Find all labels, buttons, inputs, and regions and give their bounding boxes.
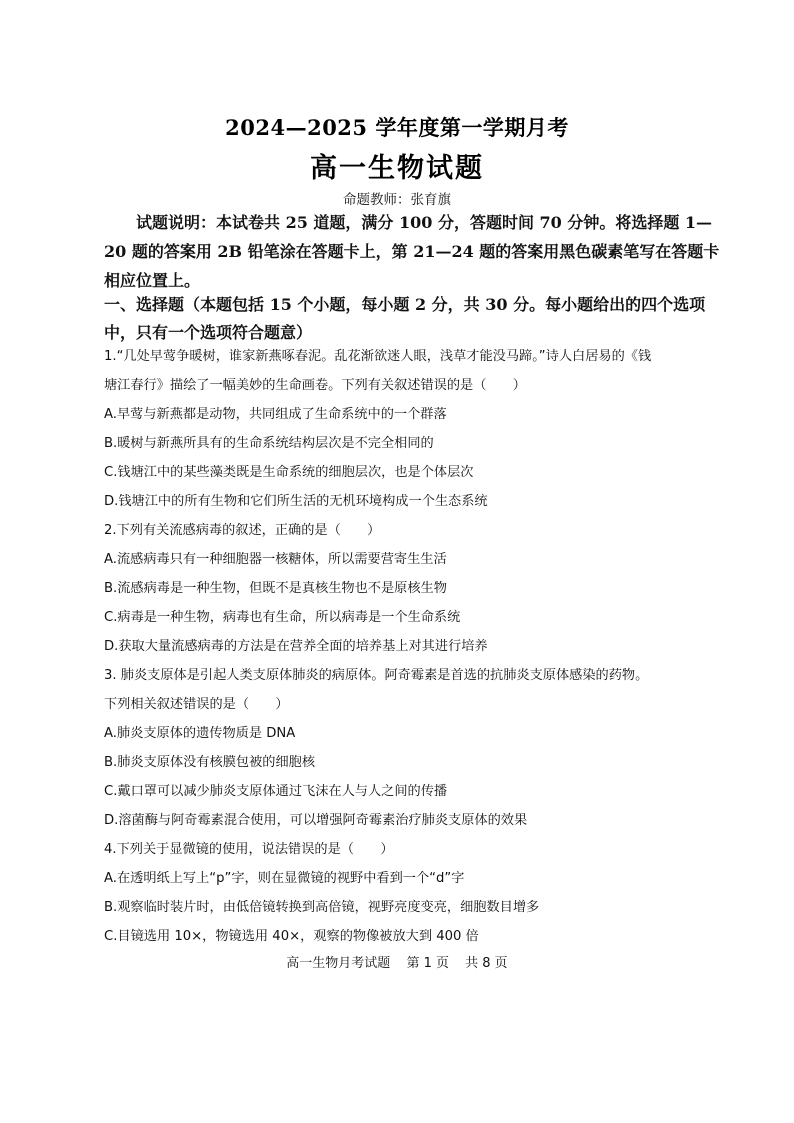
question-option: D.钱塘江中的所有生物和它们所生活的无机环境构成一个生态系统 — [104, 494, 488, 509]
section-heading-line: 中，只有一个选项符合题意） — [104, 323, 313, 342]
question-stem: 3. 肺炎支原体是引起人类支原体肺炎的病原体。阿奇霉素是首选的抗肺炎支原体感染的药物。 — [104, 668, 649, 683]
section-heading-line: 一、选择题（本题包括 15 个小题，每小题 2 分，共 30 分。每小题给出的四个选项 — [104, 295, 706, 314]
instructions-line: 20 题的答案用 2B 铅笔涂在答题卡上，第 21—24 题的答案用黑色碳素笔写在答题卡 — [104, 242, 720, 261]
footer-page-number: 第 1 页 — [406, 956, 449, 971]
question-option: B.暖树与新燕所具有的生命系统结构层次是不完全相同的 — [104, 436, 434, 451]
question-option: B.观察临时装片时，由低倍镜转换到高倍镜，视野亮度变亮，细胞数目增多 — [104, 900, 540, 915]
question-stem: 4.下列关于显微镜的使用，说法错误的是（ ） — [104, 842, 394, 857]
question-option: B.肺炎支原体没有核膜包被的细胞核 — [104, 755, 316, 770]
page-footer — [0, 952, 794, 971]
question-option: A.在透明纸上写上“p”字，则在显微镜的视野中看到一个“d”字 — [104, 871, 465, 886]
exam-subject-title: 高一生物试题 — [310, 153, 484, 184]
question-option: A.流感病毒只有一种细胞器一核糖体，所以需要营寄生生活 — [104, 552, 447, 567]
question-stem: 1.“几处早莺争暖树，谁家新燕啄春泥。乱花渐欲迷人眼，浅草才能没马蹄。”诗人白居易的《钱 — [104, 349, 652, 364]
question-option: D.获取大量流感病毒的方法是在营养全面的培养基上对其进行培养 — [104, 639, 488, 654]
question-stem: 塘江春行》描绘了一幅美妙的生命画卷。下列有关叙述错误的是（ ） — [104, 378, 526, 393]
question-option: B.流感病毒是一种生物，但既不是真核生物也不是原核生物 — [104, 581, 447, 596]
instructions-line: 试题说明：本试卷共 25 道题，满分 100 分，答题时间 70 分钟。将选择题 1— — [136, 213, 713, 232]
question-option: C.钱塘江中的某些藻类既是生命系统的细胞层次，也是个体层次 — [104, 465, 474, 480]
question-option: C.目镜选用 10×，物镜选用 40×，观察的物像被放大到 400 倍 — [104, 929, 479, 944]
question-option: A.早莺与新燕都是动物，共同组成了生命系统中的一个群落 — [104, 407, 447, 422]
question-stem: 下列相关叙述错误的是（ ） — [104, 697, 289, 712]
question-option: C.病毒是一种生物，病毒也有生命，所以病毒是一个生命系统 — [104, 610, 461, 625]
footer-title: 高一生物月考试题 — [286, 956, 391, 971]
footer-total-pages: 共 8 页 — [465, 956, 508, 971]
exam-instructions — [104, 208, 720, 295]
question-option: C.戴口罩可以减少肺炎支原体通过飞沫在人与人之间的传播 — [104, 784, 448, 799]
instructions-line: 相应位置上。 — [104, 271, 201, 290]
question-option: A.肺炎支原体的遗传物质是 DNA — [104, 726, 296, 741]
exam-title: 2024—2025 学年度第一学期月考 — [225, 115, 569, 140]
question-stem: 2.下列有关流感病毒的叙述，正确的是（ ） — [104, 523, 381, 538]
section-heading — [104, 291, 704, 347]
exam-author: 命题教师：张育旗 — [343, 192, 451, 208]
question-option: D.溶菌酶与阿奇霉素混合使用，可以增强阿奇霉素治疗肺炎支原体的效果 — [104, 813, 528, 828]
